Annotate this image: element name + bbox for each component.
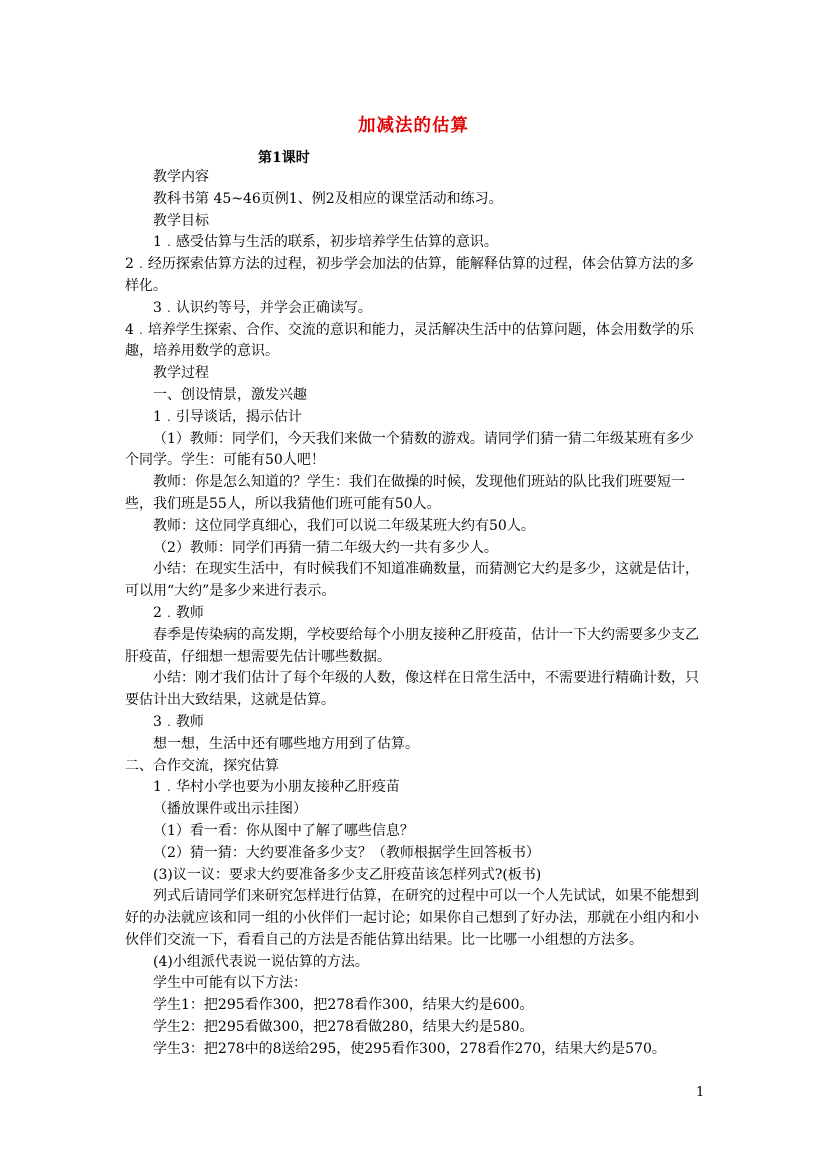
paragraph: 教学目标 (153, 212, 209, 229)
document-body (125, 167, 705, 1061)
paragraph: 3﹒教师 (153, 713, 204, 730)
paragraph: 教师：这位同学真细心，我们可以说二年级某班大约有50人。 (153, 517, 535, 534)
lesson-label: 第1课时 (258, 150, 310, 166)
paragraph: 学生2：把295看做300，把278看做280，结果大约是580。 (153, 1019, 534, 1036)
paragraph: 1﹒引导谈话，揭示估计 (153, 408, 302, 425)
paragraph: （2）教师：同学们再猜一猜二年级大约一共有多少人。 (153, 539, 498, 556)
paragraph: 小结：在现实生活中，有时候我们不知道准确数量，而猜测它大约是多少，这就是估计，可以用“大约”是多少来进行表示。 (125, 561, 699, 600)
paragraph: 3﹒认识约等号，并学会正确读写。 (153, 299, 372, 316)
paragraph: 教师：你是怎么知道的？学生：我们在做操的时候，发现他们班站的队比我们班要短一些，我们班是55人，所以我猜他们班可能有50人。 (125, 474, 685, 512)
paragraph: 教科书第 45~46页例1、例2及相应的课堂活动和练习。 (153, 190, 503, 207)
paragraph: 二、合作交流，探究估算 (125, 757, 279, 774)
paragraph: 2﹒教师 (153, 604, 204, 621)
paragraph: 列式后请同学们来研究怎样进行估算，在研究的过程中可以一个人先试试，如果不能想到好的办法就应该和同一组的小伙伴们一起讨论；如果你自己想到了好办法，那就在小组内和小伙伴们交流一下，看看自己的方法是否能估算出结果。比一比哪一小组想的方法多。 (125, 888, 699, 948)
document-title: 加减法的估算 (358, 116, 469, 136)
paragraph: （1）教师：同学们，今天我们来做一个猜数的游戏。请同学们猜一猜二年级某班有多少个同学。学生：可能有50人吧！ (125, 430, 694, 469)
page-number: 1 (696, 1085, 705, 1100)
paragraph: (3)议一议：要求大约要准备多少支乙肝疫苗该怎样列式?(板书) (153, 866, 542, 883)
paragraph: 学生1：把295看作300，把278看作300，结果大约是600。 (153, 997, 534, 1014)
paragraph: 春季是传染病的高发期，学校要给每个小朋友接种乙肝疫苗，估计一下大约需要多少支乙肝疫苗，仔细想一想需要先估计哪些数据。 (125, 626, 699, 665)
paragraph: 想一想，生活中还有哪些地方用到了估算。 (153, 735, 419, 752)
paragraph: 1﹒华村小学也要为小朋友接种乙肝疫苗 (153, 779, 400, 796)
paragraph: 学生3：把278中的8送给295，使295看作300，278看作270，结果大约是570。 (153, 1040, 666, 1057)
paragraph: （2）猜一猜：大约要准备多少支？（教师根据学生回答板书） (153, 844, 540, 861)
paragraph: 一、创设情景，激发兴趣 (153, 386, 307, 403)
paragraph: (4)小组派代表说一说估算的方法。 (153, 953, 369, 970)
paragraph: （播放课件或出示挂图） (153, 801, 307, 818)
paragraph: （1）看一看：你从图中了解了哪些信息？ (153, 822, 414, 839)
paragraph: 教学过程 (153, 365, 209, 382)
paragraph: 学生中可能有以下方法： (153, 975, 307, 992)
paragraph: 教学内容 (153, 169, 209, 185)
paragraph: 1﹒感受估算与生活的联系，初步培养学生估算的意识。 (153, 234, 498, 251)
paragraph: 4﹒培养学生探索、合作、交流的意识和能力，灵活解决生活中的估算问题，体会用数学的乐趣，培养用数学的意识。 (125, 321, 694, 360)
paragraph: 小结：刚才我们估计了每个年级的人数，像这样在日常生活中，不需要进行精确计数，只要估计出大致结果，这就是估算。 (125, 670, 699, 709)
paragraph: 2﹒经历探索估算方法的过程，初步学会加法的估算，能解释估算的过程，体会估算方法的多样化。 (125, 256, 694, 294)
